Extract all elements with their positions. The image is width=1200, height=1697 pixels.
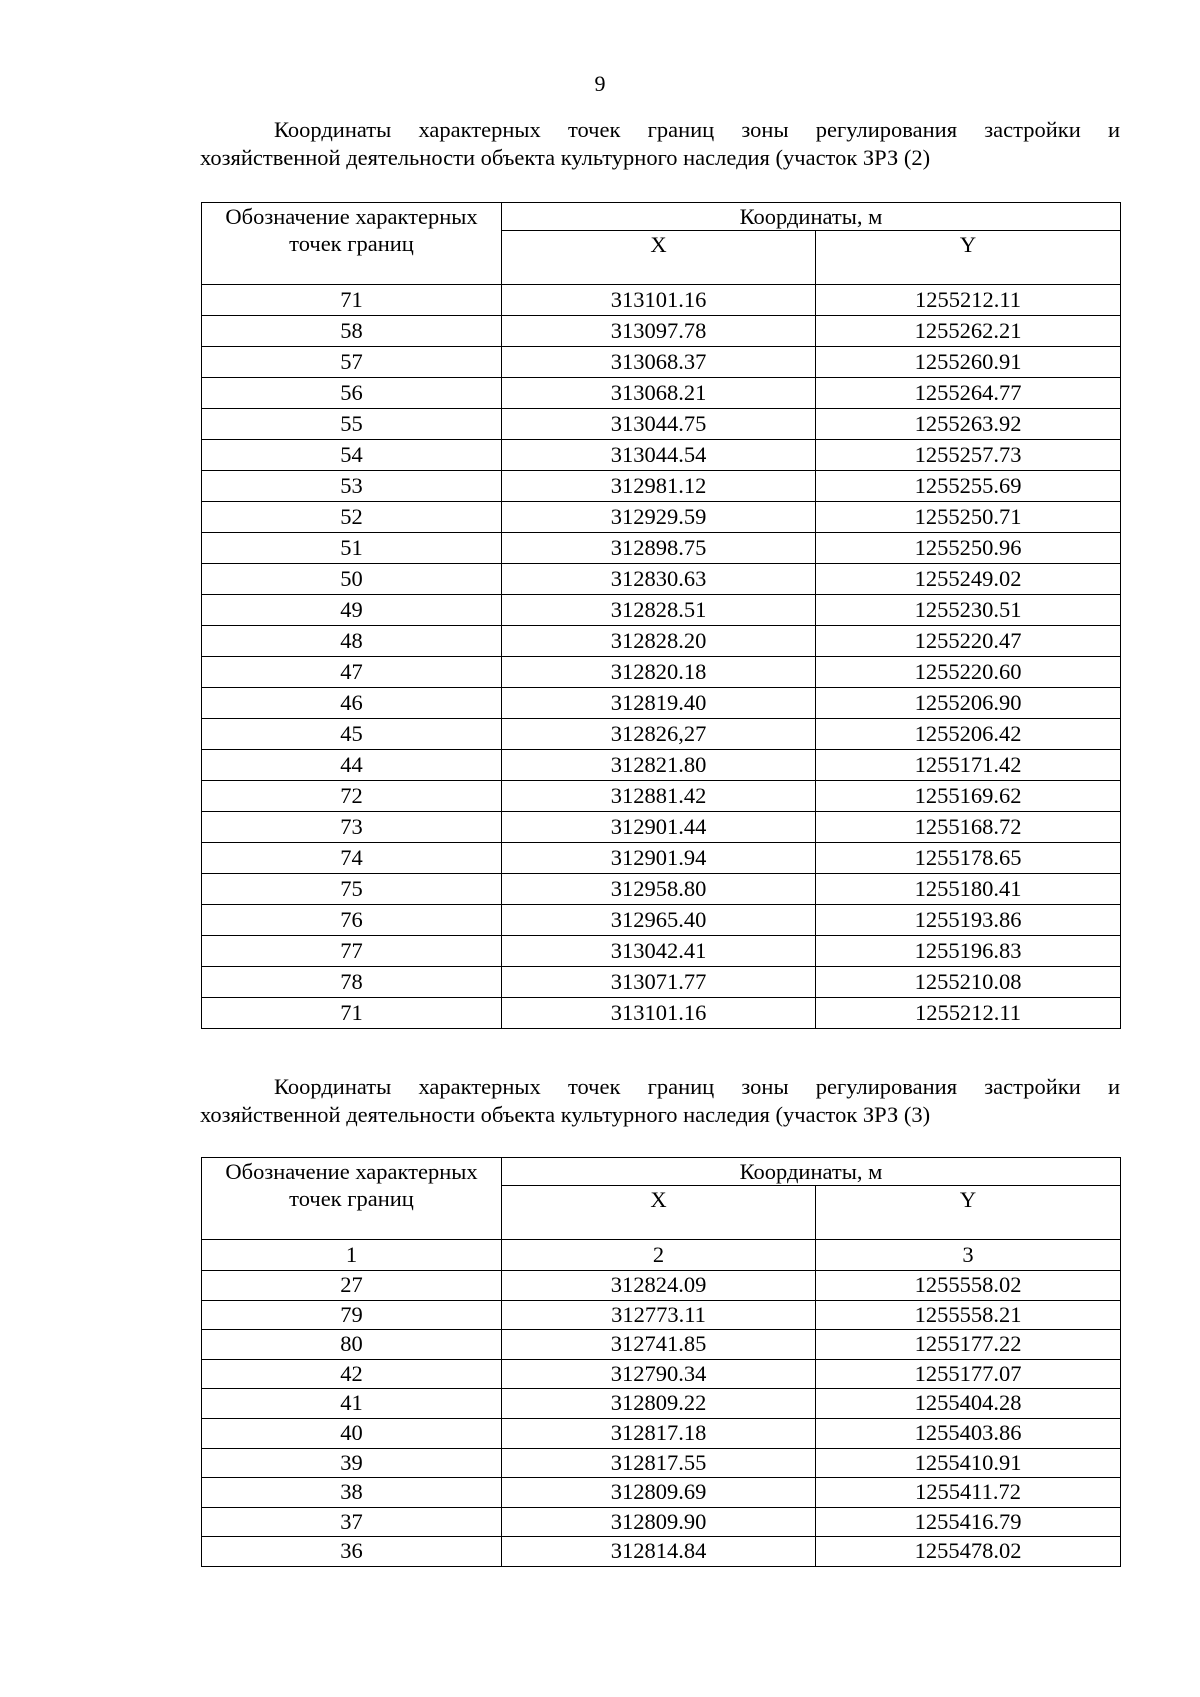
point-designation-cell: 46 bbox=[202, 688, 502, 719]
x-coordinate-cell: 312817.18 bbox=[502, 1418, 816, 1448]
y-coordinate-cell: 1255255.69 bbox=[816, 471, 1121, 502]
coordinates-table-zrz-3 bbox=[201, 1157, 1121, 1567]
table-row bbox=[202, 1537, 1121, 1567]
table-row bbox=[202, 967, 1121, 998]
x-coordinate-cell: 312881.42 bbox=[502, 781, 816, 812]
table-row bbox=[202, 1448, 1121, 1478]
y-coordinate-cell: 1255169.62 bbox=[816, 781, 1121, 812]
table-row bbox=[202, 1389, 1121, 1419]
y-coordinate-cell: 1255171.42 bbox=[816, 750, 1121, 781]
x-coordinate-cell: 312814.84 bbox=[502, 1537, 816, 1567]
point-designation-cell: 80 bbox=[202, 1330, 502, 1360]
column-number-1: 1 bbox=[202, 1240, 502, 1271]
y-coordinate-cell: 1255220.47 bbox=[816, 626, 1121, 657]
y-coordinate-cell: 1255263.92 bbox=[816, 409, 1121, 440]
table-row bbox=[202, 750, 1121, 781]
y-coordinate-cell: 1255230.51 bbox=[816, 595, 1121, 626]
x-coordinate-cell: 312809.90 bbox=[502, 1507, 816, 1537]
y-coordinate-cell: 1255249.02 bbox=[816, 564, 1121, 595]
point-designation-cell: 47 bbox=[202, 657, 502, 688]
table-row bbox=[202, 843, 1121, 874]
y-coordinate-cell: 1255168.72 bbox=[816, 812, 1121, 843]
point-designation-cell: 77 bbox=[202, 936, 502, 967]
x-coordinate-cell: 313068.21 bbox=[502, 378, 816, 409]
point-designation-cell: 50 bbox=[202, 564, 502, 595]
x-coordinate-cell: 312809.22 bbox=[502, 1389, 816, 1419]
column-number-2: 2 bbox=[502, 1240, 816, 1271]
y-coordinate-cell: 1255416.79 bbox=[816, 1507, 1121, 1537]
coordinates-table-zrz-2 bbox=[201, 202, 1121, 1029]
table-row bbox=[202, 378, 1121, 409]
point-designation-cell: 75 bbox=[202, 874, 502, 905]
table-row bbox=[202, 812, 1121, 843]
column-number-3: 3 bbox=[816, 1240, 1121, 1271]
table-row bbox=[202, 998, 1121, 1029]
table-row bbox=[202, 285, 1121, 316]
table-1-caption-line-2: хозяйственной деятельности объекта культурного наследия (участок ЗРЗ (2) bbox=[200, 145, 931, 170]
x-coordinate-cell: 312901.94 bbox=[502, 843, 816, 874]
header-y: Y bbox=[816, 1186, 1121, 1240]
table-row bbox=[202, 595, 1121, 626]
y-coordinate-cell: 1255177.22 bbox=[816, 1330, 1121, 1360]
y-coordinate-cell: 1255404.28 bbox=[816, 1389, 1121, 1419]
table-row bbox=[202, 471, 1121, 502]
table-row bbox=[202, 905, 1121, 936]
table-row bbox=[202, 626, 1121, 657]
x-coordinate-cell: 313044.54 bbox=[502, 440, 816, 471]
y-coordinate-cell: 1255260.91 bbox=[816, 347, 1121, 378]
point-designation-cell: 44 bbox=[202, 750, 502, 781]
table-row bbox=[202, 316, 1121, 347]
table-row bbox=[202, 688, 1121, 719]
table-row bbox=[202, 564, 1121, 595]
table-row bbox=[202, 874, 1121, 905]
point-designation-cell: 41 bbox=[202, 1389, 502, 1419]
point-designation-cell: 76 bbox=[202, 905, 502, 936]
x-coordinate-cell: 312821.80 bbox=[502, 750, 816, 781]
x-coordinate-cell: 312981.12 bbox=[502, 471, 816, 502]
y-coordinate-cell: 1255206.90 bbox=[816, 688, 1121, 719]
x-coordinate-cell: 313101.16 bbox=[502, 285, 816, 316]
table-2-caption-line-1: Координаты характерных точек границ зоны регулирования застройки и bbox=[274, 1074, 1120, 1099]
x-coordinate-cell: 313101.16 bbox=[502, 998, 816, 1029]
column-number-row bbox=[202, 1240, 1121, 1271]
y-coordinate-cell: 1255257.73 bbox=[816, 440, 1121, 471]
header-y: Y bbox=[816, 231, 1121, 285]
x-coordinate-cell: 313068.37 bbox=[502, 347, 816, 378]
table-2-caption-line-2: хозяйственной деятельности объекта культурного наследия (участок ЗРЗ (3) bbox=[200, 1102, 931, 1127]
x-coordinate-cell: 312790.34 bbox=[502, 1359, 816, 1389]
x-coordinate-cell: 312828.20 bbox=[502, 626, 816, 657]
x-coordinate-cell: 312898.75 bbox=[502, 533, 816, 564]
x-coordinate-cell: 312965.40 bbox=[502, 905, 816, 936]
x-coordinate-cell: 312830.63 bbox=[502, 564, 816, 595]
table-row bbox=[202, 1330, 1121, 1360]
x-coordinate-cell: 312820.18 bbox=[502, 657, 816, 688]
table-row bbox=[202, 1478, 1121, 1508]
point-designation-cell: 78 bbox=[202, 967, 502, 998]
table-row bbox=[202, 502, 1121, 533]
point-designation-cell: 55 bbox=[202, 409, 502, 440]
table-1-body bbox=[202, 285, 1121, 1029]
table-row bbox=[202, 781, 1121, 812]
point-designation-cell: 71 bbox=[202, 998, 502, 1029]
y-coordinate-cell: 1255264.77 bbox=[816, 378, 1121, 409]
y-coordinate-cell: 1255250.71 bbox=[816, 502, 1121, 533]
point-designation-cell: 51 bbox=[202, 533, 502, 564]
header-coordinates: Координаты, м bbox=[502, 1158, 1121, 1186]
x-coordinate-cell: 312826,27 bbox=[502, 719, 816, 750]
y-coordinate-cell: 1255410.91 bbox=[816, 1448, 1121, 1478]
table-row bbox=[202, 533, 1121, 564]
x-coordinate-cell: 312773.11 bbox=[502, 1300, 816, 1330]
point-designation-cell: 48 bbox=[202, 626, 502, 657]
table-row bbox=[202, 1418, 1121, 1448]
y-coordinate-cell: 1255177.07 bbox=[816, 1359, 1121, 1389]
x-coordinate-cell: 313071.77 bbox=[502, 967, 816, 998]
table-row bbox=[202, 347, 1121, 378]
x-coordinate-cell: 312828.51 bbox=[502, 595, 816, 626]
x-coordinate-cell: 312817.55 bbox=[502, 1448, 816, 1478]
x-coordinate-cell: 312809.69 bbox=[502, 1478, 816, 1508]
table-1-caption-line-1: Координаты характерных точек границ зоны регулирования застройки и bbox=[274, 117, 1120, 142]
x-coordinate-cell: 312824.09 bbox=[502, 1271, 816, 1301]
x-coordinate-cell: 313097.78 bbox=[502, 316, 816, 347]
page-number: 9 bbox=[594, 71, 606, 96]
table-2-body bbox=[202, 1271, 1121, 1567]
x-coordinate-cell: 312929.59 bbox=[502, 502, 816, 533]
y-coordinate-cell: 1255220.60 bbox=[816, 657, 1121, 688]
x-coordinate-cell: 313044.75 bbox=[502, 409, 816, 440]
point-designation-cell: 42 bbox=[202, 1359, 502, 1389]
point-designation-cell: 79 bbox=[202, 1300, 502, 1330]
table-row bbox=[202, 719, 1121, 750]
point-designation-cell: 36 bbox=[202, 1537, 502, 1567]
point-designation-cell: 57 bbox=[202, 347, 502, 378]
header-x: X bbox=[502, 231, 816, 285]
point-designation-cell: 71 bbox=[202, 285, 502, 316]
y-coordinate-cell: 1255478.02 bbox=[816, 1537, 1121, 1567]
header-point-designation: Обозначение характерных точек границ bbox=[202, 203, 502, 285]
table-row bbox=[202, 1271, 1121, 1301]
y-coordinate-cell: 1255558.02 bbox=[816, 1271, 1121, 1301]
y-coordinate-cell: 1255178.65 bbox=[816, 843, 1121, 874]
point-designation-cell: 49 bbox=[202, 595, 502, 626]
y-coordinate-cell: 1255193.86 bbox=[816, 905, 1121, 936]
point-designation-cell: 53 bbox=[202, 471, 502, 502]
point-designation-cell: 74 bbox=[202, 843, 502, 874]
y-coordinate-cell: 1255262.21 bbox=[816, 316, 1121, 347]
x-coordinate-cell: 312741.85 bbox=[502, 1330, 816, 1360]
x-coordinate-cell: 313042.41 bbox=[502, 936, 816, 967]
table-row bbox=[202, 936, 1121, 967]
y-coordinate-cell: 1255411.72 bbox=[816, 1478, 1121, 1508]
y-coordinate-cell: 1255250.96 bbox=[816, 533, 1121, 564]
point-designation-cell: 45 bbox=[202, 719, 502, 750]
point-designation-cell: 27 bbox=[202, 1271, 502, 1301]
y-coordinate-cell: 1255210.08 bbox=[816, 967, 1121, 998]
y-coordinate-cell: 1255212.11 bbox=[816, 285, 1121, 316]
point-designation-cell: 39 bbox=[202, 1448, 502, 1478]
point-designation-cell: 58 bbox=[202, 316, 502, 347]
point-designation-cell: 40 bbox=[202, 1418, 502, 1448]
table-row bbox=[202, 409, 1121, 440]
x-coordinate-cell: 312958.80 bbox=[502, 874, 816, 905]
x-coordinate-cell: 312819.40 bbox=[502, 688, 816, 719]
table-row bbox=[202, 1300, 1121, 1330]
header-coordinates: Координаты, м bbox=[502, 203, 1121, 231]
table-row bbox=[202, 1359, 1121, 1389]
table-row bbox=[202, 1507, 1121, 1537]
y-coordinate-cell: 1255206.42 bbox=[816, 719, 1121, 750]
point-designation-cell: 56 bbox=[202, 378, 502, 409]
y-coordinate-cell: 1255212.11 bbox=[816, 998, 1121, 1029]
header-x: X bbox=[502, 1186, 816, 1240]
point-designation-cell: 72 bbox=[202, 781, 502, 812]
point-designation-cell: 52 bbox=[202, 502, 502, 533]
x-coordinate-cell: 312901.44 bbox=[502, 812, 816, 843]
point-designation-cell: 37 bbox=[202, 1507, 502, 1537]
table-2-caption bbox=[200, 1073, 1120, 1129]
table-row bbox=[202, 440, 1121, 471]
point-designation-cell: 73 bbox=[202, 812, 502, 843]
header-point-designation: Обозначение характерных точек границ bbox=[202, 1158, 502, 1240]
y-coordinate-cell: 1255558.21 bbox=[816, 1300, 1121, 1330]
table-row bbox=[202, 657, 1121, 688]
point-designation-cell: 54 bbox=[202, 440, 502, 471]
y-coordinate-cell: 1255180.41 bbox=[816, 874, 1121, 905]
point-designation-cell: 38 bbox=[202, 1478, 502, 1508]
table-1-caption bbox=[200, 116, 1120, 172]
y-coordinate-cell: 1255403.86 bbox=[816, 1418, 1121, 1448]
y-coordinate-cell: 1255196.83 bbox=[816, 936, 1121, 967]
